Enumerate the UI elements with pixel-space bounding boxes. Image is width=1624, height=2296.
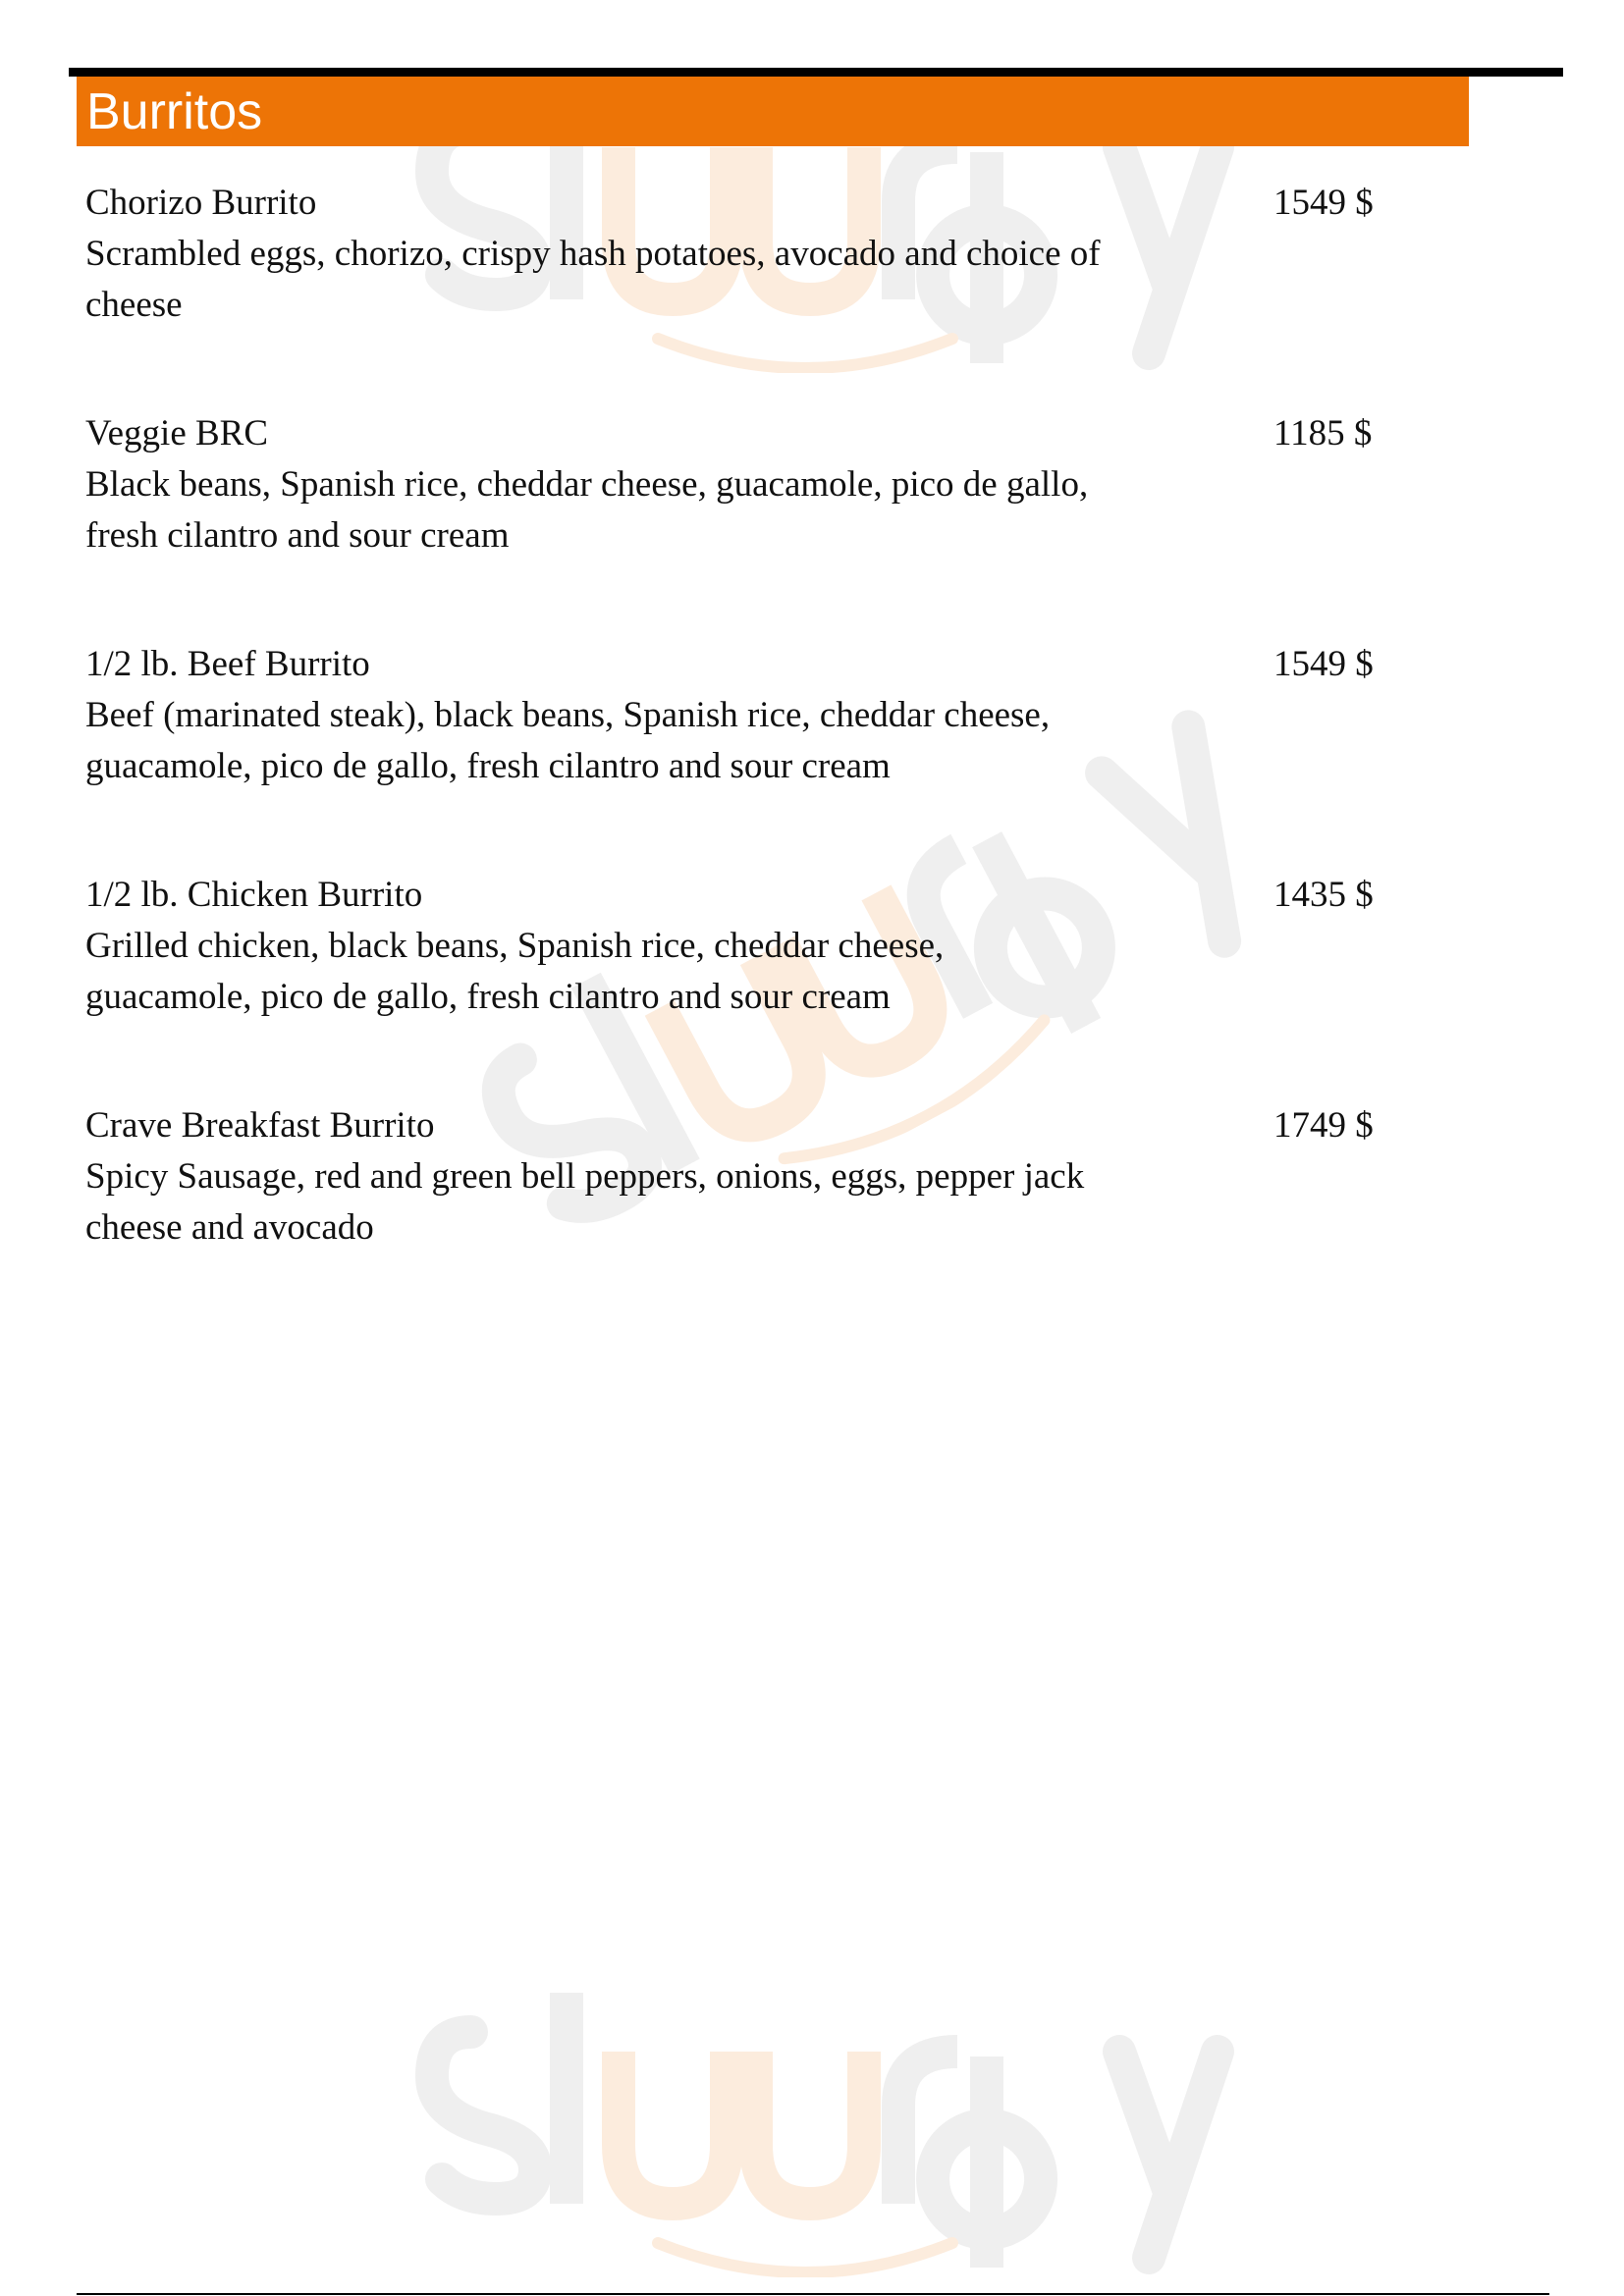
item-name: Crave Breakfast Burrito bbox=[85, 1105, 435, 1146]
section-title: Burritos bbox=[86, 83, 263, 140]
sluurpy-logo-icon bbox=[412, 1963, 1237, 2277]
item-name: Chorizo Burrito bbox=[85, 183, 317, 223]
item-description: Spicy Sausage, red and green bell peppers, onions, eggs, pepper jack cheese and avocado bbox=[85, 1156, 1085, 1248]
item-name: 1/2 lb. Chicken Burrito bbox=[85, 875, 423, 915]
sluurpy-watermark-bottom bbox=[412, 1963, 1237, 2277]
item-name: 1/2 lb. Beef Burrito bbox=[85, 644, 370, 684]
item-price: 1435 $ bbox=[1273, 875, 1374, 915]
item-description: Grilled chicken, black beans, Spanish rice, cheddar cheese, guacamole, pico de gallo, fresh cilantro and sour cream bbox=[85, 926, 945, 1017]
item-price: 1549 $ bbox=[1273, 644, 1374, 684]
item-price: 1749 $ bbox=[1273, 1105, 1374, 1146]
item-description: Beef (marinated steak), black beans, Spanish rice, cheddar cheese, guacamole, pico de gallo, fresh cilantro and sour cream bbox=[85, 695, 1051, 786]
item-description: Scrambled eggs, chorizo, crispy hash potatoes, avocado and choice of cheese bbox=[85, 234, 1101, 325]
top-divider bbox=[69, 68, 1563, 77]
item-price: 1185 $ bbox=[1273, 413, 1373, 454]
item-description: Black beans, Spanish rice, cheddar cheese, guacamole, pico de gallo, fresh cilantro and sour cream bbox=[85, 464, 1089, 556]
section-header bbox=[77, 77, 1469, 146]
item-name: Veggie BRC bbox=[85, 413, 269, 454]
item-price: 1549 $ bbox=[1273, 183, 1374, 223]
bottom-divider bbox=[77, 2293, 1549, 2295]
